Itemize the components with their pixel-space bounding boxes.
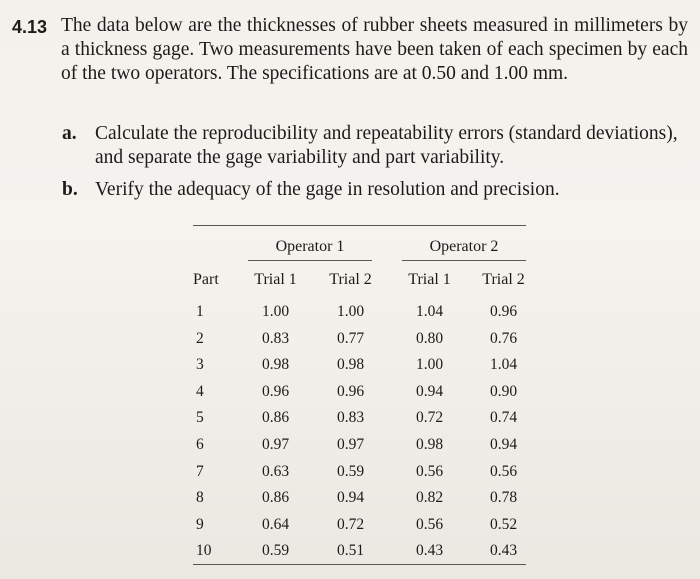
table-body (193, 300, 526, 566)
column-header: Trial 1 (408, 271, 451, 288)
problem-number: 4.13 (12, 17, 48, 37)
part-letter: b. (62, 179, 78, 200)
part-number-cell: 9 (196, 515, 204, 533)
measurement-cell: 0.90 (489, 382, 518, 400)
column-header: Trial 2 (329, 271, 372, 288)
measurement-cell: 0.96 (261, 382, 290, 400)
measurement-cell: 0.96 (489, 303, 518, 320)
measurement-cell: 0.82 (415, 489, 444, 507)
part-number-cell: 4 (196, 382, 204, 400)
measurement-cell: 0.77 (336, 329, 365, 347)
measurement-cell: 0.80 (415, 329, 444, 347)
group-label-operator-1: Operator 1 (275, 238, 345, 255)
table-top-rule (193, 225, 526, 226)
group-label-operator-2: Operator 2 (429, 238, 499, 255)
measurement-cell: 0.59 (261, 542, 290, 560)
part-number-cell: 3 (196, 356, 204, 374)
measurement-cell: 0.72 (415, 409, 444, 427)
measurement-cell: 0.56 (415, 515, 444, 533)
table-group-header (193, 232, 526, 258)
part-number-cell: 6 (196, 435, 204, 453)
measurement-cell: 0.43 (489, 542, 518, 560)
part-number-cell: 1 (196, 303, 204, 320)
part-text: Calculate the reproducibility and repeatability errors (standard deviations), and separate the gage variability and part variability. (95, 123, 678, 168)
measurement-cell: 0.97 (261, 435, 290, 453)
table-row (193, 460, 526, 487)
measurement-cell: 0.98 (261, 356, 290, 374)
column-header: Trial 1 (254, 271, 297, 288)
part-number-cell: 10 (196, 542, 212, 560)
measurement-cell: 0.72 (336, 515, 365, 533)
table-row (193, 300, 526, 327)
table-row (193, 353, 526, 380)
measurement-cell: 0.64 (261, 515, 290, 533)
measurement-cell: 0.94 (415, 382, 444, 400)
measurement-cell: 0.98 (336, 356, 365, 374)
table-row (193, 486, 526, 513)
thickness-data-table (193, 232, 526, 566)
problem-text: The data below are the thicknesses of rubber sheets measured in millimeters by a thickness gage. Two measurements have been taken of each specimen by each of the two operators. The specifications are at 0.50 and 1.00 mm. (61, 15, 688, 84)
measurement-cell: 0.56 (415, 462, 444, 480)
measurement-cell: 1.00 (415, 356, 444, 374)
part-number-cell: 5 (196, 409, 204, 427)
measurement-cell: 0.74 (489, 409, 518, 427)
measurement-cell: 0.83 (336, 409, 365, 427)
measurement-cell: 0.78 (489, 489, 518, 507)
part-number-cell: 8 (196, 489, 204, 507)
measurement-cell: 0.76 (489, 329, 518, 347)
measurement-cell: 0.97 (336, 435, 365, 453)
table-row (193, 380, 526, 407)
table-bottom-rule (193, 564, 526, 565)
part-number-cell: 2 (196, 329, 204, 347)
measurement-cell: 0.94 (489, 435, 518, 453)
measurement-cell: 0.83 (261, 329, 290, 347)
column-header: Part (193, 271, 219, 288)
part-letter: a. (62, 123, 77, 144)
table-row (193, 539, 526, 566)
part-b (62, 178, 688, 202)
measurement-cell: 0.94 (336, 489, 365, 507)
measurement-cell: 0.98 (415, 435, 444, 453)
table-column-header (193, 258, 526, 296)
part-text: Verify the adequacy of the gage in resolution and precision. (95, 179, 560, 200)
measurement-cell: 0.56 (489, 462, 518, 480)
table-row (193, 406, 526, 433)
table-row (193, 327, 526, 354)
measurement-cell: 0.52 (489, 515, 518, 533)
measurement-cell: 0.86 (261, 489, 290, 507)
measurement-cell: 0.51 (336, 542, 365, 560)
measurement-cell: 1.00 (261, 303, 290, 320)
table-row (193, 433, 526, 460)
problem-statement (12, 14, 688, 86)
part-number-cell: 7 (196, 462, 204, 480)
measurement-cell: 1.04 (415, 303, 444, 320)
measurement-cell: 0.86 (261, 409, 290, 427)
measurement-cell: 1.00 (336, 303, 365, 320)
measurement-cell: 0.63 (261, 462, 290, 480)
measurement-cell: 0.96 (336, 382, 365, 400)
part-a (62, 122, 688, 170)
column-header: Trial 2 (482, 271, 525, 288)
measurement-cell: 0.43 (415, 542, 444, 560)
measurement-cell: 1.04 (489, 356, 518, 374)
table-row (193, 513, 526, 540)
problem-parts (62, 122, 688, 210)
measurement-cell: 0.59 (336, 462, 365, 480)
